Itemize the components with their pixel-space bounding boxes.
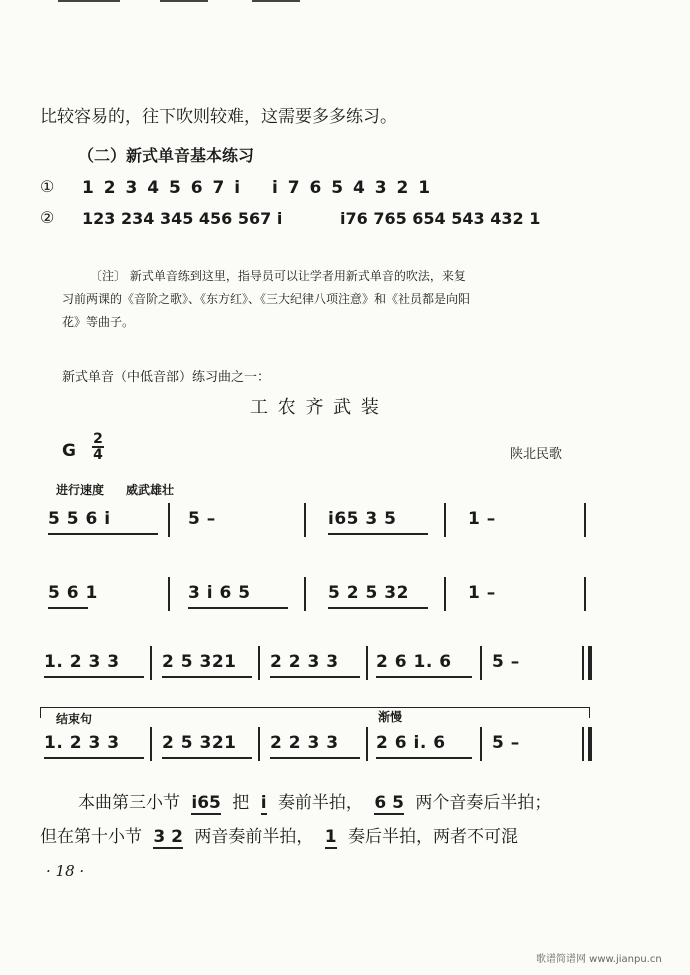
beam xyxy=(162,676,252,678)
measure: 1 – xyxy=(468,583,496,603)
song-title: 工 农 齐 武 装 xyxy=(250,397,381,418)
beam xyxy=(270,676,360,678)
score-line xyxy=(40,577,600,617)
inline-notation: 6 5 xyxy=(374,793,404,813)
watermark: 歌谱简谱网 www.jianpu.cn xyxy=(536,954,662,965)
beam xyxy=(376,676,472,678)
body-text: 但在第十小节 xyxy=(40,827,142,847)
song-origin: 陕北民歌 xyxy=(510,447,563,462)
exercise-seq-down: i76 765 654 543 432 1 xyxy=(340,209,541,228)
barline xyxy=(150,727,152,761)
note-line: 习前两课的《音阶之歌》、《东方红》、《三大纪律八项注意》和《社员都是向阳 xyxy=(62,292,471,306)
ritardando-label: 渐慢 xyxy=(378,710,403,724)
measure: 5 5 6 i xyxy=(48,509,111,529)
measure: i65 3 5 xyxy=(328,509,397,529)
exercise-seq-up: 1 2 3 4 5 6 7 i xyxy=(82,178,243,198)
beam xyxy=(48,533,158,535)
barline xyxy=(582,646,584,680)
measure: 1. 2 3 3 xyxy=(44,652,120,672)
ending-label: 结束句 xyxy=(56,712,93,726)
body-text: 奏前半拍， xyxy=(277,793,363,813)
top-rule xyxy=(58,0,120,2)
measure: 3 i 6 5 xyxy=(188,583,251,603)
time-signature xyxy=(92,432,104,462)
barline xyxy=(444,577,446,611)
barline xyxy=(480,646,482,680)
measure: 2 6 i. 6 xyxy=(376,733,446,753)
measure: 5 – xyxy=(188,509,216,529)
score-line xyxy=(40,503,600,543)
beam xyxy=(48,607,88,609)
barline xyxy=(304,577,306,611)
note-line: 花》等曲子。 xyxy=(62,315,135,329)
inline-notation: i xyxy=(260,793,267,813)
measure: 5 – xyxy=(492,652,520,672)
note-line: 〔注〕 新式单音练到这里，指导员可以让学者用新式单音的吹法，来复 xyxy=(90,269,466,283)
exercise-number: ② xyxy=(40,208,55,227)
beam xyxy=(376,757,472,759)
ending-bracket xyxy=(40,707,590,718)
final-barline xyxy=(588,646,592,680)
barline xyxy=(584,577,586,611)
barline xyxy=(480,727,482,761)
exercise-seq-up: 123 234 345 456 567 i xyxy=(82,209,283,228)
body-text: 把 xyxy=(232,793,250,813)
barline xyxy=(258,646,260,680)
barline xyxy=(584,503,586,537)
beam xyxy=(44,757,144,759)
body-text: 奏后半拍，两者不可混 xyxy=(348,827,519,847)
final-barline xyxy=(588,727,592,761)
barline xyxy=(582,727,584,761)
section-title: （二）新式单音基本练习 xyxy=(78,146,255,165)
intro-line: 比较容易的，往下吹则较难，这需要多多练习。 xyxy=(40,107,397,127)
beam xyxy=(270,757,360,759)
barline xyxy=(168,503,170,537)
top-rule xyxy=(252,0,300,2)
measure: 1. 2 3 3 xyxy=(44,733,120,753)
score-line xyxy=(40,727,600,767)
body-line xyxy=(40,822,518,847)
barline xyxy=(168,577,170,611)
exercise-number: ① xyxy=(40,177,55,196)
body-line xyxy=(78,788,551,813)
measure: 5 6 1 xyxy=(48,583,98,603)
inline-notation: 1 xyxy=(324,827,337,847)
body-text: 两个音奏后半拍； xyxy=(415,793,552,813)
barline xyxy=(444,503,446,537)
measure: 5 – xyxy=(492,733,520,753)
key-signature: G xyxy=(62,441,76,461)
exercise-seq-down: i 7 6 5 4 3 2 1 xyxy=(272,178,433,198)
beam xyxy=(162,757,252,759)
body-text: 本曲第三小节 xyxy=(78,793,180,813)
beam xyxy=(188,607,288,609)
beam xyxy=(328,607,428,609)
beam xyxy=(328,533,428,535)
tempo-value: 威武雄壮 xyxy=(126,483,175,497)
measure: 2 2 3 3 xyxy=(270,733,339,753)
measure: 2 2 3 3 xyxy=(270,652,339,672)
measure: 1 – xyxy=(468,509,496,529)
top-rule xyxy=(160,0,208,2)
barline xyxy=(366,727,368,761)
page-number: · 18 · xyxy=(46,862,85,880)
barline xyxy=(258,727,260,761)
inline-notation: 3 2 xyxy=(153,827,183,847)
tempo-label: 进行速度 xyxy=(56,483,105,497)
barline xyxy=(150,646,152,680)
score-line xyxy=(40,646,600,686)
beam xyxy=(44,676,144,678)
measure: 5 2 5 32 xyxy=(328,583,409,603)
barline xyxy=(366,646,368,680)
measure: 2 6 1. 6 xyxy=(376,652,452,672)
time-signature-top: 2 xyxy=(93,431,103,447)
measure: 2 5 321 xyxy=(162,733,237,753)
exercise-heading: 新式单音（中低音部）练习曲之一： xyxy=(62,370,271,385)
body-text: 两音奏前半拍， xyxy=(194,827,314,847)
time-signature-bottom: 4 xyxy=(93,447,103,463)
inline-notation: i65 xyxy=(191,793,221,813)
measure: 2 5 321 xyxy=(162,652,237,672)
barline xyxy=(304,503,306,537)
